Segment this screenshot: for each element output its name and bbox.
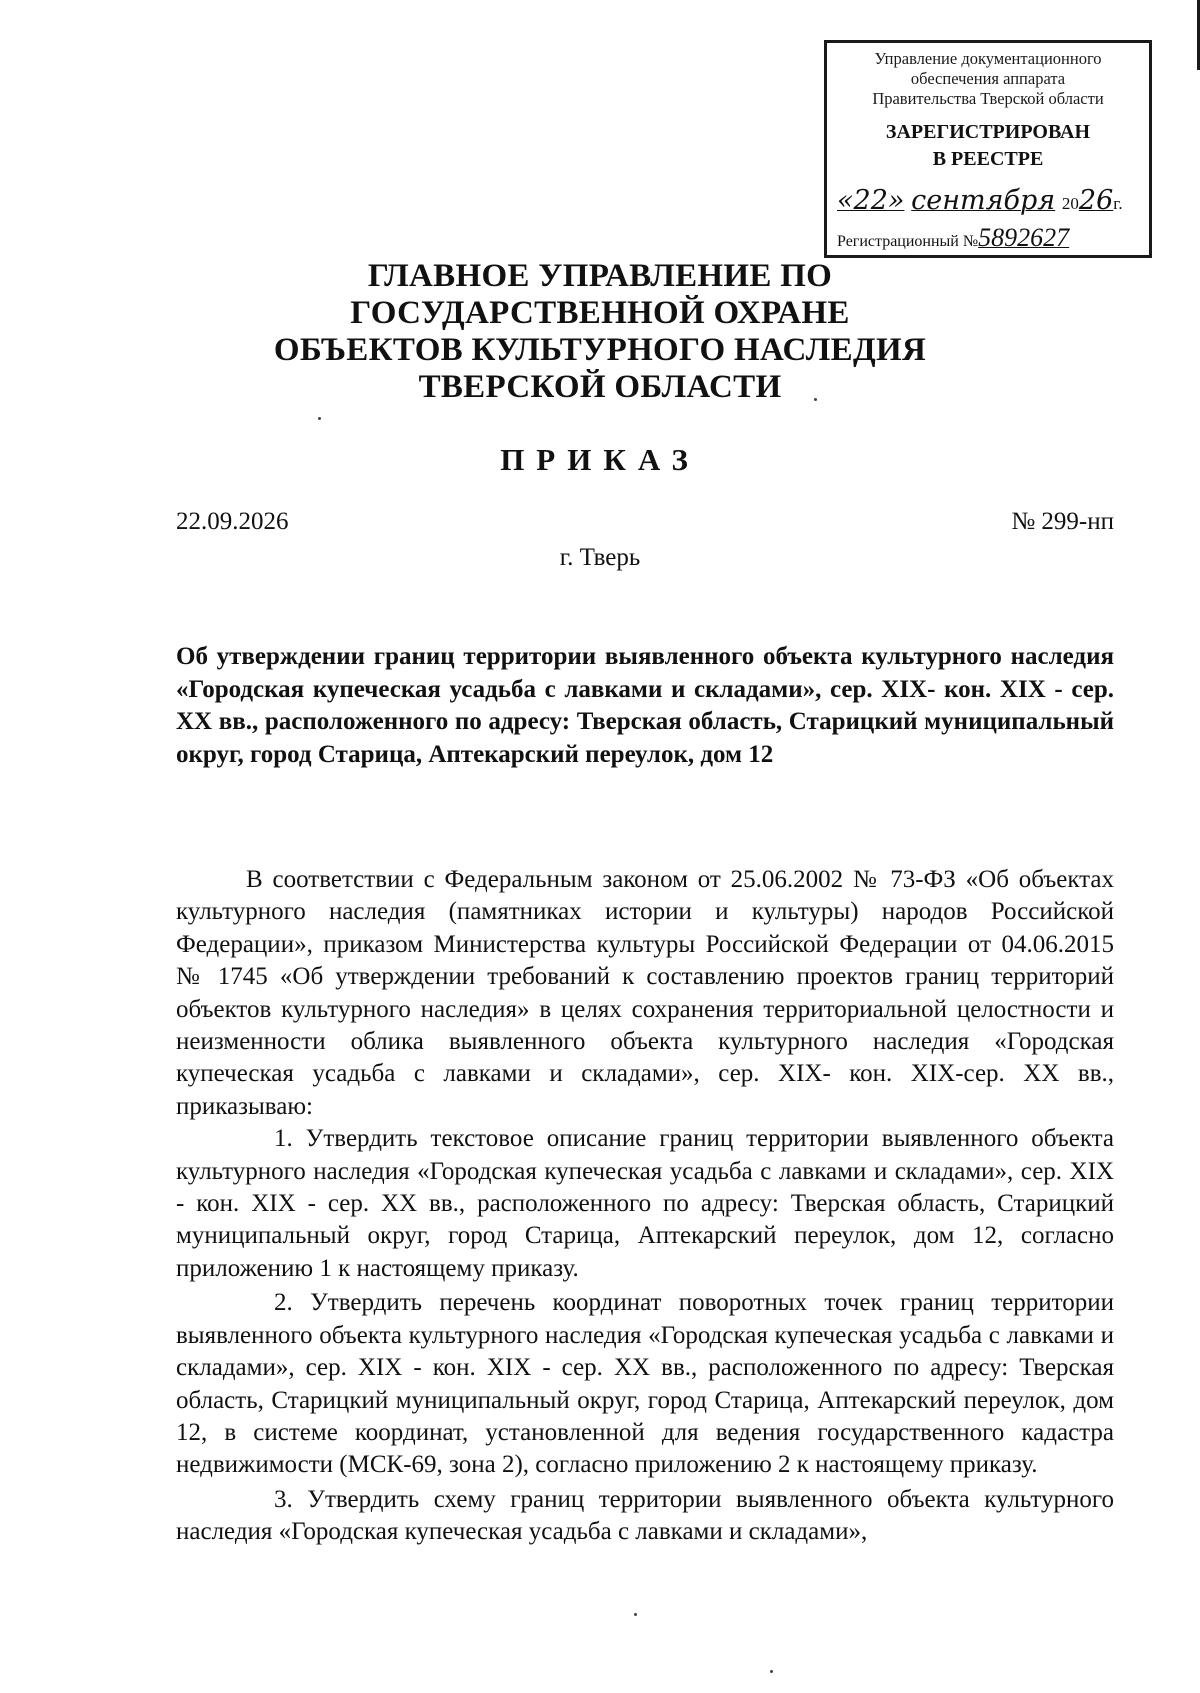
stamp-registered-line: В РЕЕСТРЕ bbox=[932, 148, 1044, 170]
stamp-org-line: Правительства Тверской области bbox=[872, 89, 1104, 108]
document-subject: Об утверждении границ территории выявленного объекта культурного наследия «Городская купеческая усадьба с лавками и складами», сер. XIX- кон. XIX - сер. XX вв., расположенного по адресу: Тверская область, Старицкий муниципальный округ, город Старица, Аптекарский переулок, дом 12 bbox=[176, 643, 1114, 768]
stamp-date bbox=[837, 185, 1147, 216]
stamp-registration-number bbox=[837, 223, 1149, 253]
document-date: 22.09.2026 bbox=[176, 508, 289, 535]
header-line: ТВЕРСКОЙ ОБЛАСТИ bbox=[418, 369, 782, 405]
body-item-3: 3. Утвердить схему границ территории выявленного объекта культурного наследия «Городская купеческая усадьба с лавками и складами», bbox=[176, 1485, 1114, 1546]
stamp-registered-line: ЗАРЕГИСТРИРОВАН bbox=[885, 121, 1091, 143]
body-item-1: 1. Утвердить текстовое описание границ территории выявленного объекта культурного наследия «Городская купеческая усадьба с лавками и складами», сер. XIX - кон. XIX - сер. XX вв., расположенного по адресу: Тверская область, Старицкий муниципальный округ, город Старица, Аптекарский переулок, дом 12, согласно приложению 1 к настоящему приказу. bbox=[176, 1125, 1114, 1282]
scan-speck bbox=[318, 417, 321, 420]
stamp-date-year-prefix: 20 bbox=[1061, 194, 1079, 213]
stamp-date-year-hand: 26 bbox=[1078, 185, 1114, 216]
registration-stamp bbox=[824, 40, 1152, 258]
header-line: ГОСУДАРСТВЕННОЙ ОХРАНЕ bbox=[350, 295, 850, 331]
body-preamble: В соответствии с Федеральным законом от 25.06.2002 № 73-ФЗ «Об объектах культурного наследия (памятниках истории и культуры) народов Российской Федерации», приказом Министерства культуры Российской Федерации от 04.06.2015 № 1745 «Об утверждении требований к составлению проектов границ территорий объектов культурного наследия» в целях сохранения территориальной целостности и неизменности облика выявленного объекта культурного наследия «Городская купеческая усадьба с лавками и складами», сер. XIX- кон. XIX-сер. XX вв., приказываю: bbox=[176, 866, 1114, 1120]
document-body bbox=[176, 864, 1114, 1549]
header-line: ОБЪЕКТОВ КУЛЬТУРНОГО НАСЛЕДИЯ bbox=[273, 332, 927, 368]
scan-speck bbox=[634, 1613, 637, 1616]
stamp-number-label: Регистрационный № bbox=[837, 233, 979, 250]
scan-speck bbox=[814, 398, 817, 401]
stamp-org-line: Управление документационного bbox=[874, 49, 1102, 68]
scan-speck bbox=[770, 1670, 773, 1673]
stamp-org-line: обеспечения аппарата bbox=[910, 69, 1066, 88]
document-kind-title: ПРИКАЗ bbox=[500, 442, 700, 477]
header-line: ГЛАВНОЕ УПРАВЛЕНИЕ ПО bbox=[367, 258, 833, 294]
stamp-registered bbox=[831, 119, 1145, 173]
stamp-number-value: 5892627 bbox=[978, 223, 1070, 252]
stamp-organization bbox=[831, 49, 1145, 109]
body-item-2: 2. Утвердить перечень координат поворотных точек границ территории выявленного объекта культурного наследия «Городская купеческая усадьба с лавками и складами», сер. XIX - кон. XIX - сер. XX вв., расположенного по адресу: Тверская область, Старицкий муниципальный округ, город Старица, Аптекарский переулок, дом 12, в системе координат, установленной для ведения государственного кадастра недвижимости (МСК-69, зона 2), согласно приложению 2 к настоящему приказу. bbox=[176, 1289, 1114, 1479]
document-number: № 299-нп bbox=[1011, 508, 1114, 535]
document-city: г. Тверь bbox=[559, 544, 641, 571]
stamp-date-day: «22» bbox=[837, 185, 905, 216]
stamp-date-month: сентября bbox=[911, 185, 1056, 216]
issuing-authority-header bbox=[0, 258, 1200, 406]
stamp-date-year-suffix: г. bbox=[1113, 194, 1123, 213]
